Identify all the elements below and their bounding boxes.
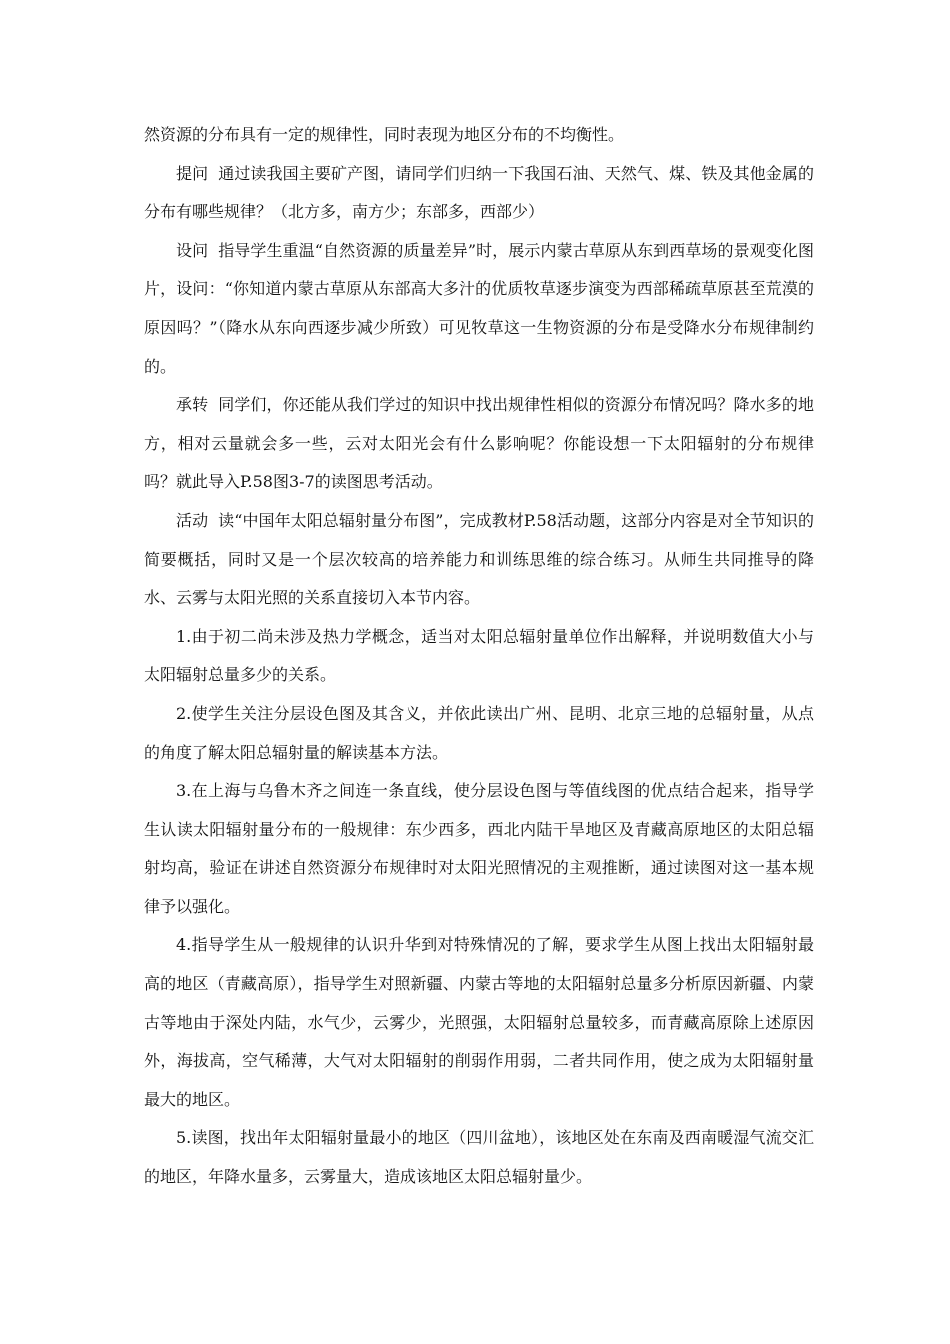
paragraph-lead: 承转: [176, 395, 209, 415]
list-item-4: [144, 926, 814, 1119]
list-item-2: [144, 695, 814, 772]
paragraph-lead: 提问: [176, 163, 209, 183]
paragraph-activity: [144, 502, 814, 618]
paragraph-lead: 活动: [176, 510, 209, 530]
document-body: [144, 116, 814, 1197]
paragraph-text: 1.由于初二尚未涉及热力学概念，适当对太阳总辐射量单位作出解释，并说明数值大小与太阳辐射总量多少的关系。: [144, 626, 814, 685]
paragraph-text: 通过读我国主要矿产图，请同学们归纳一下我国石油、天然气、煤、铁及其他金属的分布有哪些规律？（北方多，南方少；东部多，西部少）: [144, 163, 814, 222]
paragraph-text: 2.使学生关注分层设色图及其含义，并依此读出广州、昆明、北京三地的总辐射量，从点的角度了解太阳总辐射量的解读基本方法。: [144, 703, 814, 762]
paragraph-text: 同学们，你还能从我们学过的知识中找出规律性相似的资源分布情况吗？降水多的地方，相对云量就会多一些，云对太阳光会有什么影响呢？你能设想一下太阳辐射的分布规律吗？就此导入P.58图3-7的读图思考活动。: [144, 395, 814, 492]
paragraph-question: [144, 155, 814, 232]
paragraph-text: 指导学生重温“自然资源的质量差异”时，展示内蒙古草原从东到西草场的景观变化图片，设问：“你知道内蒙古草原从东部高大多汁的优质牧草逐步演变为西部稀疏草原甚至荒漠的原因吗？”（降水从东向西逐步减少所致）可见牧草这一生物资源的分布是受降水分布规律制约的。: [144, 240, 814, 376]
paragraph-lead: 设问: [176, 240, 209, 260]
paragraph-text: 5.读图，找出年太阳辐射量最小的地区（四川盆地），该地区处在东南及西南暖湿气流交汇的地区，年降水量多，云雾量大，造成该地区太阳总辐射量少。: [144, 1128, 814, 1187]
paragraph-transition: [144, 386, 814, 502]
list-item-3: [144, 772, 814, 926]
paragraph-text: 3.在上海与乌鲁木齐之间连一条直线，使分层设色图与等值线图的优点结合起来，指导学生认读太阳辐射量分布的一般规律：东少西多，西北内陆干旱地区及青藏高原地区的太阳总辐射均高，验证在讲述自然资源分布规律时对太阳光照情况的主观推断，通过读图对这一基本规律予以强化。: [144, 781, 814, 916]
paragraph-text: 4.指导学生从一般规律的认识升华到对特殊情况的了解，要求学生从图上找出太阳辐射最高的地区（青藏高原），指导学生对照新疆、内蒙古等地的太阳辐射总量多分析原因新疆、内蒙古等地由于深处内陆，水气少，云雾少，光照强，太阳辐射总量较多，而青藏高原除上述原因外，海拔高，空气稀薄，大气对太阳辐射的削弱作用弱，二者共同作用，使之成为太阳辐射量最大的地区。: [144, 935, 814, 1109]
paragraph-text: 然资源的分布具有一定的规律性，同时表现为地区分布的不均衡性。: [144, 125, 625, 144]
paragraph-text: 读“中国年太阳总辐射量分布图”，完成教材P.58活动题，这部分内容是对全节知识的简要概括，同时又是一个层次较高的培养能力和训练思维的综合练习。从师生共同推导的降水、云雾与太阳光照的关系直接切入本节内容。: [144, 510, 814, 608]
list-item-5: [144, 1119, 814, 1196]
paragraph-setup-question: [144, 232, 814, 386]
paragraph-continuation: [144, 116, 814, 155]
list-item-1: [144, 618, 814, 695]
